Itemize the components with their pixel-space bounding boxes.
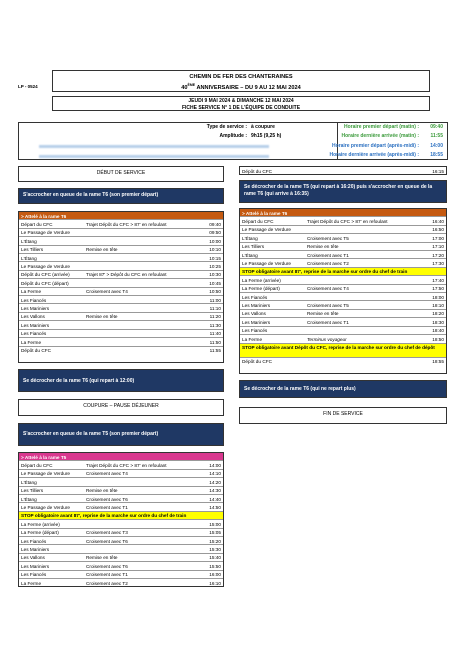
table-row: [19, 271, 223, 279]
row-time: 11:00: [209, 297, 221, 303]
last-arrival-morning-label: Horaire dernière arrivée (matin) :: [341, 133, 419, 139]
station-name: Les Mariniers: [242, 302, 271, 308]
row-time: 17:30: [432, 260, 444, 266]
station-name: L'Étang: [21, 496, 37, 502]
station-name: Dépôt du CFC: [242, 359, 272, 364]
station-name: Les Mariniers: [21, 305, 50, 311]
service-type-label: Type de service :: [206, 123, 247, 130]
row-time: 14:30: [209, 488, 221, 494]
row-time: 14:00: [209, 462, 221, 468]
table-row: [240, 310, 446, 318]
station-name: La Ferme (arrivée): [21, 521, 60, 527]
station-name: Départ du CFC: [21, 462, 53, 468]
row-note: Croisement avec T1: [86, 504, 128, 510]
table-row: [240, 358, 446, 366]
row-time: 14:10: [209, 471, 221, 477]
station-name: L'Étang: [21, 238, 37, 244]
station-name: L'Étang: [242, 252, 258, 258]
coupure-box: COUPURE – PAUSE DÉJEUNER: [18, 399, 224, 416]
row-time: 14:20: [209, 479, 221, 485]
table-header-label: > Attelé à la rame T6: [242, 210, 288, 216]
station-name: Les Tilliers: [21, 247, 44, 253]
debut-service-box: DÉBUT DE SERVICE: [18, 166, 224, 182]
decrocher-t5-box: Se décrocher de la rame T5 (qui repart à 16:20) puis s'accrocher en queue de la rame T6 (qui arrive à 16:35): [239, 180, 447, 203]
first-departure-morning-label: Horaire premier départ (matin) :: [343, 123, 419, 130]
stop-instruction-text: STOP obligatoire avant 87', reprise de la marche sur ordre du chef de train: [21, 513, 187, 519]
stop-instruction-row: [19, 512, 223, 520]
table-row: [19, 461, 223, 469]
schedule-table-morning: [18, 211, 224, 363]
title-line-2: 40ÈME ANNIVERSAIRE – DU 9 AU 12 MAI 2024: [181, 83, 301, 91]
row-time: 18:55: [432, 359, 444, 364]
service-info-box: [18, 122, 448, 160]
stop-instruction-row: [240, 268, 446, 276]
table-row: [240, 301, 446, 309]
table-row: [240, 293, 446, 301]
table-row: [19, 220, 223, 228]
table-row: [240, 276, 446, 284]
service-dates: JEUDI 9 MAI 2024 & DIMANCHE 12 MAI 2024: [188, 98, 294, 104]
row-time: 15:40: [209, 555, 221, 561]
table-row: [19, 562, 223, 570]
row-note: Remise en tête: [86, 247, 118, 253]
station-name: La Ferme: [21, 339, 42, 345]
accrocher-t6-box: S'accrocher en queue de la rame T6 (son premier départ): [18, 188, 224, 204]
station-name: Le Passage de Verdure: [21, 230, 70, 236]
station-name: La Ferme: [21, 289, 42, 295]
row-time: 11:50: [209, 339, 221, 345]
document-reference: LP - 0524: [18, 84, 38, 89]
fin-service-box: FIN DE SERVICE: [239, 407, 447, 424]
row-time: 14:50: [209, 504, 221, 510]
row-time: 16:50: [432, 227, 444, 233]
row-note: Remise en tête: [86, 488, 118, 494]
station-name: L'Étang: [242, 235, 258, 241]
row-time: 16:40: [432, 218, 444, 224]
decrocher-t6-final-box: Se décrocher de la rame T6 (qui ne repart plus): [239, 380, 447, 398]
row-note: Croisement avec T2: [86, 580, 128, 586]
station-name: Les Fiancés: [21, 331, 47, 337]
table-row: [240, 234, 446, 242]
info-row-service-type: [19, 123, 447, 133]
row-note: Croisement avec T1: [307, 319, 349, 325]
row-time: 10:30: [209, 272, 221, 278]
depot-arrival-table: [239, 166, 447, 175]
info-row-afternoon-start: [19, 142, 447, 152]
table-row: [19, 330, 223, 338]
row-note: Croisement avec T2: [307, 260, 349, 266]
last-arrival-morning-value: 11:55: [430, 133, 443, 139]
station-name: Les Vallons: [242, 311, 266, 317]
table-row: [19, 503, 223, 511]
first-departure-morning-value: 09:40: [430, 123, 443, 130]
station-name: La Ferme (arrivée): [242, 277, 281, 283]
station-name: Le Passage de Verdure: [242, 260, 291, 266]
table-row: [19, 537, 223, 545]
row-time: 15:05: [209, 530, 221, 536]
table-row: [19, 313, 223, 321]
row-time: 11:10: [209, 305, 221, 311]
table-row: [19, 347, 223, 355]
row-note: Trajet Dépôt du CFC > 87' en refoulant: [86, 462, 167, 468]
table-row: [19, 304, 223, 312]
document-title-box: [52, 70, 430, 92]
station-name: Départ du CFC: [242, 218, 274, 224]
table-row: [19, 229, 223, 237]
table-row: [19, 495, 223, 503]
row-note: Croisement avec T5: [307, 235, 349, 241]
table-row: [19, 520, 223, 528]
row-time: 17:10: [432, 244, 444, 250]
row-time: 10:45: [209, 280, 221, 286]
stop-instruction-text: STOP obligatoire avant 87', reprise de la marche sur ordre du chef de train: [242, 269, 408, 275]
accrocher-t5-box: S'accrocher en queue de la rame T5 (son premier départ): [18, 423, 224, 446]
station-name: Les Tilliers: [242, 244, 265, 250]
row-time: 10:15: [209, 255, 221, 261]
station-name: Les Mariniers: [21, 546, 50, 552]
row-time: 15:30: [209, 546, 221, 552]
sheet-title: FICHE SERVICE N° 1 DE L'ÉQUIPE DE CONDUITE: [181, 104, 301, 111]
table-header: [19, 212, 223, 220]
stop-instruction-text: STOP obligatoire avant Dépôt du CFC, reprise de la marche sur ordre du chef de dépôt: [242, 345, 435, 350]
first-departure-afternoon-value: 14:00: [430, 142, 443, 149]
table-header-label: > Attelé à la rame T5: [21, 454, 67, 460]
info-row-afternoon-end: [19, 152, 447, 162]
table-row: [19, 579, 223, 587]
row-time: 16:10: [209, 580, 221, 586]
row-note: Remise en tête: [307, 244, 339, 250]
row-time: 18:50: [432, 336, 444, 342]
station-name: Les Vallons: [21, 314, 45, 320]
row-note: Croisement avec T5: [307, 302, 349, 308]
row-time: 15:50: [209, 563, 221, 569]
station-name: L'Étang: [21, 479, 37, 485]
document-subtitle-box: [52, 96, 430, 111]
table-row: [240, 327, 446, 335]
row-note: Terminus voyageur: [307, 336, 347, 342]
row-note: Croisement avec T4: [86, 289, 128, 295]
station-name: La Ferme: [242, 336, 263, 342]
first-departure-afternoon-label: Horaire premier départ (après-midi) :: [332, 142, 419, 149]
row-note: Trajet Dépôt du CFC > 87' en refoulant: [86, 221, 167, 227]
last-arrival-afternoon-label: Horaire dernière arrivée (après-midi) :: [329, 152, 419, 158]
row-time: 17:20: [432, 252, 444, 258]
station-name: Le Passage de Verdure: [21, 263, 70, 269]
station-name: Le Passage de Verdure: [21, 504, 70, 510]
station-name: Les Mariniers: [21, 322, 50, 328]
station-name: Les Fiancés: [21, 538, 47, 544]
table-row: [240, 243, 446, 251]
station-name: Les Fiancés: [21, 297, 47, 303]
table-row: [19, 254, 223, 262]
row-time: 18:00: [432, 294, 444, 300]
table-row: Dépôt du CFC 16:15: [242, 168, 444, 174]
row-note: Croisement avec T6: [86, 496, 128, 502]
row-note: Croisement avec T4: [86, 471, 128, 477]
blurred-text: [39, 155, 269, 158]
table-row: [19, 554, 223, 562]
row-time: 10:25: [209, 263, 221, 269]
row-time: 18:20: [432, 311, 444, 317]
table-row: [240, 217, 446, 225]
table-row: [19, 470, 223, 478]
table-row: [19, 288, 223, 296]
station-name: Les Vallons: [21, 555, 45, 561]
station-name: La Ferme (départ): [21, 530, 59, 536]
row-time: 14:40: [209, 496, 221, 502]
table-row: [19, 296, 223, 304]
schedule-table-afternoon-t5: [18, 452, 224, 587]
row-time: 10:00: [209, 238, 221, 244]
station-name: Dépôt du CFC (arrivée): [21, 272, 70, 278]
table-header: [240, 209, 446, 217]
table-row: [19, 478, 223, 486]
table-row: [240, 259, 446, 267]
station-name: Le Passage de Verdure: [242, 227, 291, 233]
row-time: 10:10: [209, 247, 221, 253]
row-note: Trajet Dépôt du CFC > 87' en refoulant: [307, 218, 388, 224]
row-time: 10:50: [209, 289, 221, 295]
station-name: L'Étang: [21, 255, 37, 261]
station-name: La Ferme: [21, 580, 42, 586]
station-name: Les Mariniers: [21, 563, 50, 569]
station-name: Les Fiancés: [242, 328, 268, 334]
table-row: [19, 571, 223, 579]
row-time: 17:50: [432, 286, 444, 292]
table-row: [240, 285, 446, 293]
title-line-1: CHEMIN DE FER DES CHANTERAINES: [189, 74, 293, 80]
station-name: Départ du CFC: [21, 221, 53, 227]
station-name: Les Mariniers: [242, 319, 271, 325]
amplitude-value: 9h15 (9,25 h): [251, 133, 282, 139]
row-time: 09:40: [209, 221, 221, 227]
row-time: 18:30: [432, 319, 444, 325]
row-note: Croisement avec T1: [86, 572, 128, 578]
station-name: Dépôt du CFC (départ): [21, 280, 69, 286]
row-time: 17:00: [432, 235, 444, 241]
table-header: [19, 453, 223, 461]
row-note: Remise en tête: [86, 555, 118, 561]
table-row: [19, 529, 223, 537]
row-time: 17:40: [432, 277, 444, 283]
table-row: [240, 251, 446, 259]
row-note: Croisement avec T6: [86, 563, 128, 569]
row-note: Croisement avec T1: [307, 252, 349, 258]
table-row: [19, 279, 223, 287]
table-row: [240, 226, 446, 234]
decrocher-t6-box: Se décrocher de la rame T6 (qui repart à 12:00): [18, 369, 224, 392]
blurred-text: [39, 145, 269, 148]
row-time: 18:40: [432, 328, 444, 334]
station-name: Les Tilliers: [21, 488, 44, 494]
row-time: 11:40: [209, 331, 221, 337]
row-note: Croisement avec T4: [307, 286, 349, 292]
row-note: Croisement avec T6: [86, 538, 128, 544]
row-note: Croisement avec T3: [86, 530, 128, 536]
table-row: [19, 246, 223, 254]
row-time: 11:30: [209, 322, 221, 328]
table-row: [19, 237, 223, 245]
station-name: Les Fiancés: [21, 572, 47, 578]
station-name: Les Fiancés: [242, 294, 268, 300]
table-row: [19, 338, 223, 346]
table-row: [19, 487, 223, 495]
row-note: Trajet 87' > Dépôt du CFC en refoulant: [86, 272, 167, 278]
service-type-value: à coupure: [251, 123, 275, 130]
row-time: 16:00: [209, 572, 221, 578]
table-header-label: > Attelé à la rame T6: [21, 213, 67, 219]
table-row: [240, 318, 446, 326]
info-row-amplitude: [19, 133, 447, 143]
station-name: Le Passage de Verdure: [21, 471, 70, 477]
row-time: 11:20: [209, 314, 221, 320]
table-row: [19, 321, 223, 329]
row-note: Remise en tête: [86, 314, 118, 320]
station-name: Dépôt du CFC: [21, 348, 51, 353]
schedule-table-afternoon-t6: [239, 208, 447, 374]
row-note: Remise en tête: [307, 311, 339, 317]
row-time: 15:20: [209, 538, 221, 544]
table-row: [19, 545, 223, 553]
amplitude-label: Amplitude :: [219, 133, 247, 139]
table-row: [19, 262, 223, 270]
station-name: La Ferme (départ): [242, 286, 280, 292]
row-time: 15:00: [209, 521, 221, 527]
table-row: [240, 335, 446, 343]
row-time: 11:55: [209, 348, 221, 353]
last-arrival-afternoon-value: 18:55: [430, 152, 443, 158]
stop-instruction-row: [240, 344, 446, 358]
row-time: 18:10: [432, 302, 444, 308]
row-time: 09:50: [209, 230, 221, 236]
